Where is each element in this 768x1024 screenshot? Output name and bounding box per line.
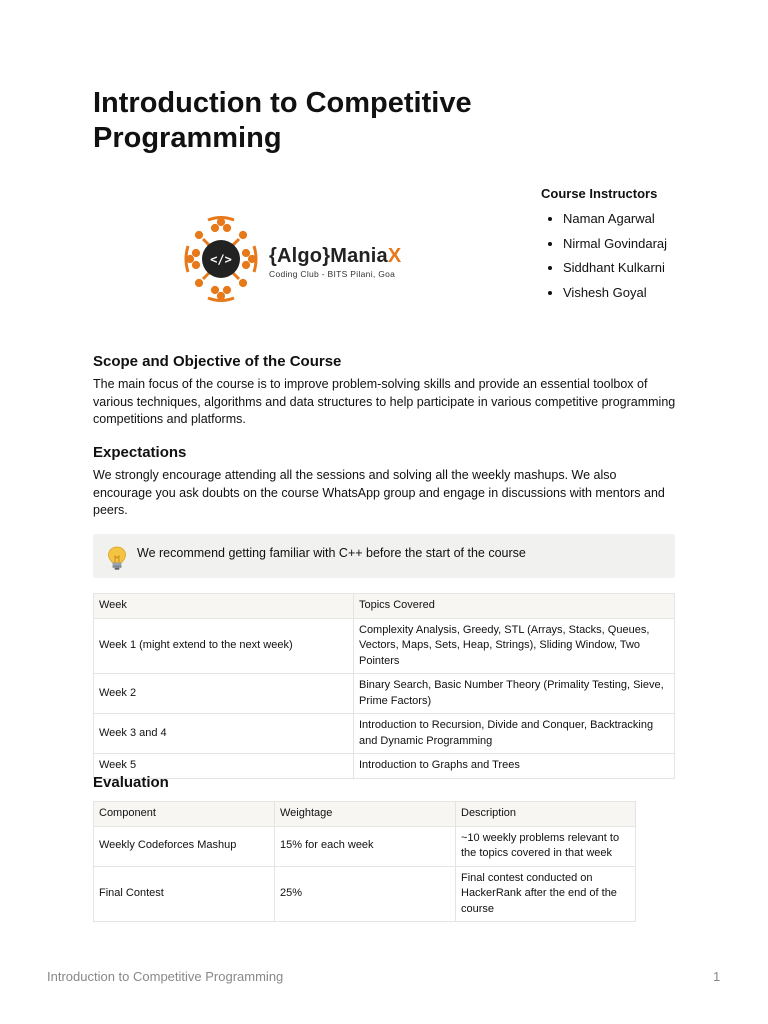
table-cell: Week 1 (might extend to the next week) (94, 618, 354, 674)
lightbulb-icon (105, 545, 129, 571)
instructor-item: • Nirmal Govindaraj (563, 232, 741, 257)
callout-text: We recommend getting familiar with C++ before the start of the course (137, 546, 526, 560)
instructor-item: • Naman Agarwal (563, 207, 741, 232)
evaluation-heading: Evaluation (93, 774, 169, 791)
table-row (94, 826, 636, 866)
page-number: 1 (713, 969, 721, 984)
table-row (94, 754, 675, 779)
column-header: Week (94, 594, 354, 619)
table-row (94, 866, 636, 922)
table-cell: Week 3 and 4 (94, 714, 354, 754)
expectations-text: We strongly encourage attending all the sessions and solving all the weekly mashups. We also encourage you ask doubts on the course WhatsApp group and engage in discussions with mentors and peers. (93, 468, 665, 517)
instructor-item: • Siddhant Kulkarni (563, 256, 741, 281)
table-cell: Final contest conducted on HackerRank after the end of the course (456, 866, 636, 922)
instructors-heading: Course Instructors (541, 186, 658, 201)
instructor-item: • Vishesh Goyal (563, 281, 741, 306)
instructor-list (541, 207, 741, 305)
logo-code-symbol: </> (210, 252, 232, 267)
table-cell: Week 2 (94, 674, 354, 714)
table-header-row (94, 802, 636, 827)
table-cell: Introduction to Recursion, Divide and Conquer, Backtracking and Dynamic Programming (354, 714, 675, 754)
table-row (94, 714, 675, 754)
table-cell: Week 5 (94, 754, 354, 779)
table-cell: Final Contest (94, 866, 275, 922)
table-row (94, 618, 675, 674)
logo-emblem-icon (182, 214, 262, 304)
table-cell: Weekly Codeforces Mashup (94, 826, 275, 866)
table-cell: 15% for each week (275, 826, 456, 866)
schedule-table (93, 593, 675, 779)
table-cell: Complexity Analysis, Greedy, STL (Arrays, Stacks, Queues, Vectors, Maps, Sets, Heap, Strings), Sliding Window, Two Pointers (354, 618, 675, 674)
logo-wordmark: {Algo}ManiaX Coding Club - BITS Pilani, Goa (269, 245, 402, 279)
evaluation-table (93, 801, 636, 922)
table-cell: ~10 weekly problems relevant to the topics covered in that week (456, 826, 636, 866)
page-title: Introduction to Competitive Programming (93, 87, 472, 154)
table-cell: Introduction to Graphs and Trees (354, 754, 675, 779)
column-header: Description (456, 802, 636, 827)
table-row (94, 674, 675, 714)
table-header-row (94, 594, 675, 619)
scope-heading: Scope and Objective of the Course (93, 353, 342, 370)
scope-text: The main focus of the course is to improve problem-solving skills and provide an essential toolbox of various techniques, algorithms and data structures to help participate in various competitive programming competitions and platforms. (93, 377, 676, 426)
course-instructors (541, 186, 741, 305)
logo-tagline: Coding Club - BITS Pilani, Goa (269, 269, 396, 279)
column-header: Weightage (275, 802, 456, 827)
recommendation-callout (93, 534, 675, 578)
footer-title: Introduction to Competitive Programming (47, 969, 284, 984)
column-header: Component (94, 802, 275, 827)
column-header: Topics Covered (354, 594, 675, 619)
table-cell: Binary Search, Basic Number Theory (Primality Testing, Sieve, Prime Factors) (354, 674, 675, 714)
expectations-heading: Expectations (93, 444, 187, 461)
table-cell: 25% (275, 866, 456, 922)
club-logo (182, 214, 422, 304)
